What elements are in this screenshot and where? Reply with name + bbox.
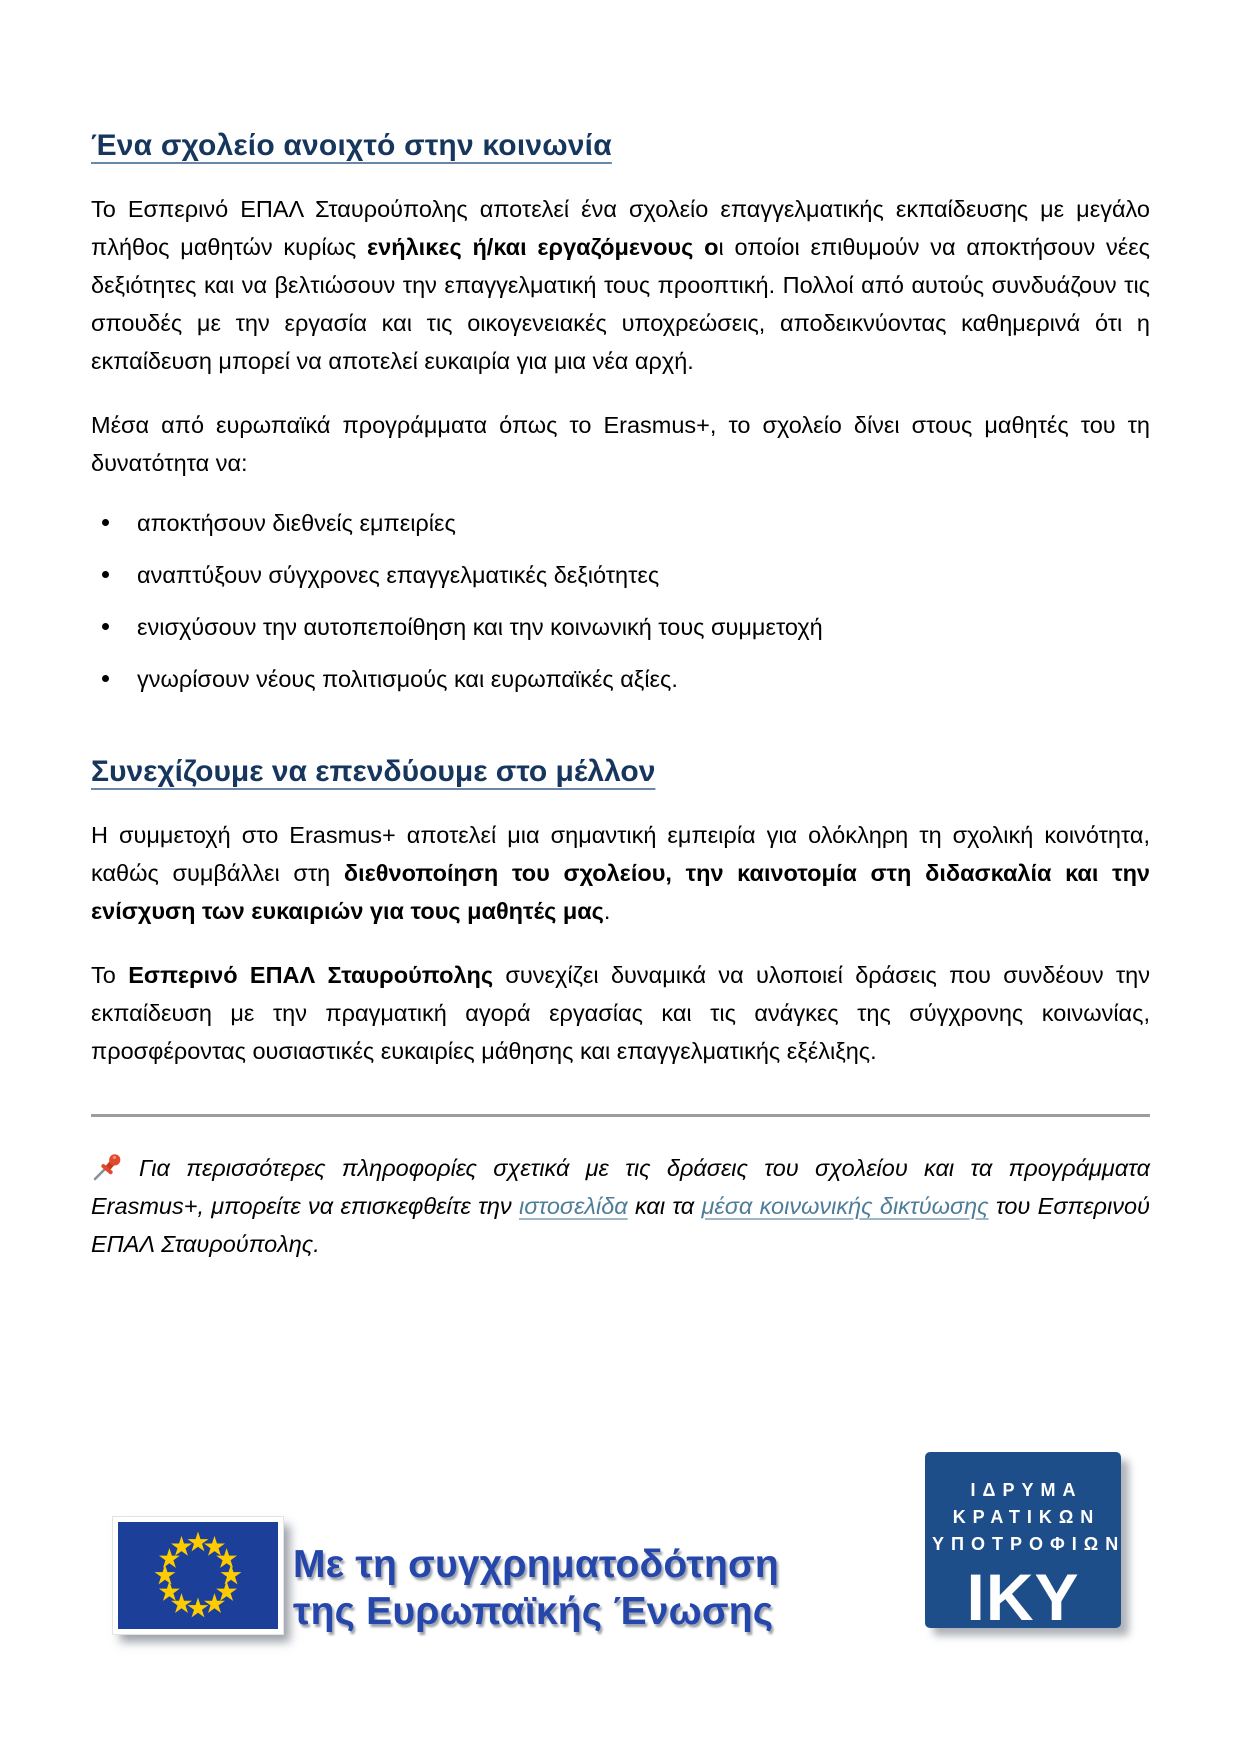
section-divider: [91, 1114, 1150, 1117]
text-run: Για περισσότερες πληροφορίες σχετικά με τις δράσεις του σχολείου και τα προγράμματα Erasmus+, μπορείτε να επισκεφθείτε την: [91, 1155, 1150, 1219]
list-item-international-experience: αποκτήσουν διεθνείς εμπειρίες: [91, 508, 1150, 538]
iky-line3: ΥΠΟΤΡΟΦΙΩΝ: [932, 1534, 1126, 1554]
more-info-note: [91, 1149, 1150, 1263]
eu-cofunding-caption: [293, 1541, 779, 1635]
social-media-link[interactable]: μέσα κοινωνικής δικτύωσης: [701, 1193, 989, 1219]
document-body: [91, 0, 1150, 1263]
text-run: Το: [91, 962, 129, 988]
pushpin-icon: [91, 1152, 125, 1182]
text-run: του Εσπερινού ΕΠΑΛ Σταυρούπολης.: [91, 1193, 1150, 1257]
bold-text-run: Εσπερινό ΕΠΑΛ Σταυρούπολης: [128, 962, 494, 988]
website-link[interactable]: ιστοσελίδα: [518, 1193, 628, 1219]
bold-text-run: ενήλικες ή/και εργαζόμενους ο: [367, 234, 719, 260]
paragraph-school-actions: [91, 956, 1150, 1070]
text-run: και τα: [627, 1193, 702, 1219]
student-benefits-list: [91, 508, 1150, 694]
section-heading-open-school: Ένα σχολείο ανοιχτό στην κοινωνία: [91, 129, 612, 162]
eu-cofunding-line1: Με τη συγχρηματοδότηση: [293, 1543, 779, 1586]
paragraph-erasmus-participation: [91, 816, 1150, 930]
eu-flag-logo: [113, 1517, 283, 1634]
text-run: .: [603, 898, 611, 924]
section-heading-invest-future: Συνεχίζουμε να επενδύουμε στο μέλλον: [91, 755, 656, 788]
eu-flag-stars: [118, 1522, 278, 1629]
note-text: [91, 1155, 1150, 1257]
bold-text-run: διεθνοποίηση του σχολείου, την καινοτομία στη διδασκαλία και την ενίσχυση των ευκαιριών για τους μαθητές μας: [91, 860, 1150, 924]
text-run: Το Εσπερινό ΕΠΑΛ Σταυρούπολης αποτελεί ένα σχολείο επαγγελματικής εκπαίδευσης με μεγάλο πλήθος μαθητών κυρίως: [91, 196, 1150, 260]
iky-acronym: IKY: [966, 1560, 1080, 1634]
eu-cofunding-line2: της Ευρωπαϊκής Ένωσης: [293, 1590, 774, 1633]
text-run: συνεχίζει δυναμικά να υλοποιεί δράσεις που συνδέουν την εκπαίδευση με την πραγματική αγορά εργασίας και τις ανάγκες της σύγχρονης κοινωνίας, προσφέροντας ουσιαστικές ευκαιρίες μάθησης και επαγγελματικής εξέλιξης.: [91, 962, 1150, 1064]
text-run: Η συμμετοχή στο Erasmus+ αποτελεί μια σημαντική εμπειρία για ολόκληρη τη σχολική κοινότητα, καθώς συμβάλλει στη: [91, 822, 1150, 886]
list-item-cultures-values: γνωρίσουν νέους πολιτισμούς και ευρωπαϊκές αξίες.: [91, 664, 1150, 694]
iky-logo: [925, 1452, 1126, 1634]
iky-line2: ΚΡΑΤΙΚΩΝ: [952, 1507, 1101, 1527]
text-run: ι οποίοι επιθυμούν να αποκτήσουν νέες δεξιότητες και να βελτιώσουν την επαγγελματική τους προοπτική. Πολλοί από αυτούς συνδυάζουν τις σπουδές με την εργασία και τις οικογενειακές υποχρεώσεις, αποδεικνύοντας καθημερινά ότι η εκπαίδευση μπορεί να αποτελεί ευκαιρία για μια νέα αρχή.: [91, 234, 1150, 374]
list-item-confidence-participation: ενισχύσουν την αυτοπεποίθηση και την κοινωνική τους συμμετοχή: [91, 612, 1150, 642]
iky-line1: ΙΔΡΥΜΑ: [970, 1480, 1083, 1500]
list-item-professional-skills: αναπτύξουν σύγχρονες επαγγελματικές δεξιότητες: [91, 560, 1150, 590]
paragraph-school-intro: [91, 190, 1150, 380]
paragraph-erasmus-programs: Μέσα από ευρωπαϊκά προγράμματα όπως το Erasmus+, το σχολείο δίνει στους μαθητές του τη δυνατότητα να:: [91, 412, 1150, 476]
